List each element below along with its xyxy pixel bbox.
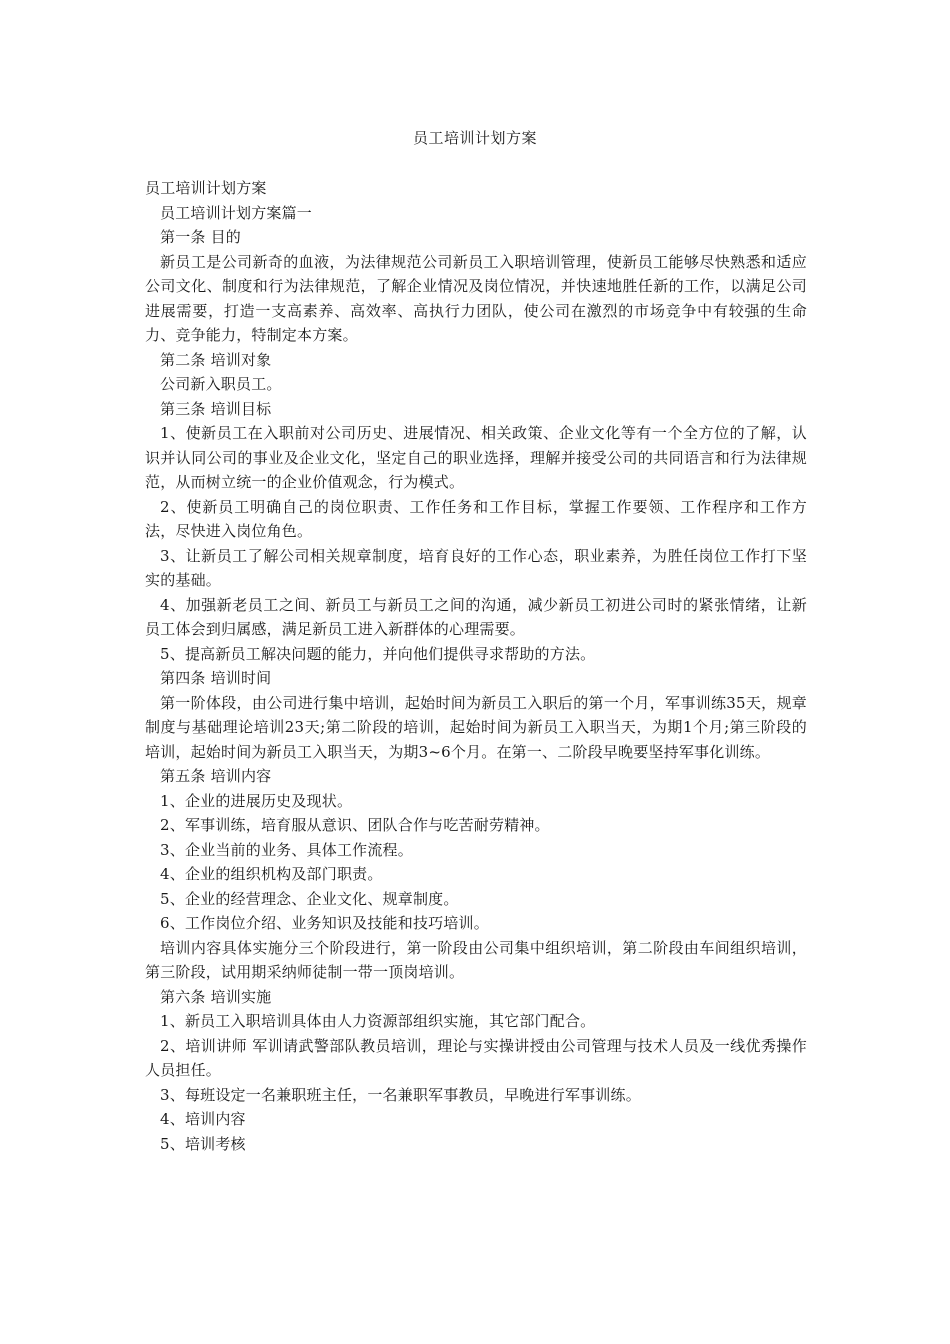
document-paragraph: 4、企业的组织机构及部门职责。 <box>160 865 383 883</box>
document-paragraph: 第二条 培训对象 <box>160 350 272 369</box>
document-paragraph: 3、每班设定一名兼职班主任，一名兼职军事教员，早晚进行军事训练。 <box>160 1085 641 1104</box>
document-paragraph: 5、提高新员工解决问题的能力，并向他们提供寻求帮助的方法。 <box>160 644 596 663</box>
document-paragraph: 5、培训考核 <box>160 1134 246 1153</box>
document-paragraph: 第四条 培训时间 <box>160 669 272 687</box>
document-paragraph: 新员工是公司新奇的血液，为法律规范公司新员工入职培训管理，使新员工能够尽快熟悉和适应公司文化、制度和行为法律规范，了解企业情况及岗位情况，并快速地胜任新的工作，以满足公司进展需要，打造一支高素养、高效率、高执行力团队，使公司在激烈的市场竞争中有较强的生命力、竞争能力，特制定本方案。 <box>145 252 807 344</box>
document-paragraph: 6、工作岗位介绍、业务知识及技能和技巧培训。 <box>160 914 489 932</box>
document-paragraph: 2、培训讲师 军训请武警部队教员培训，理论与实操讲授由公司管理与技术人员及一线优秀操作人员担任。 <box>145 1036 807 1079</box>
document-paragraph: 4、培训内容 <box>160 1110 246 1128</box>
document-paragraph: 1、使新员工在入职前对公司历史、进展情况、相关政策、企业文化等有一个全方位的了解，认识并认同公司的事业及企业文化，坚定自己的职业选择，理解并接受公司的共同语言和行为法律规范，从而树立统一的企业价值观念，行为模式。 <box>145 424 807 491</box>
document-paragraph: 第三条 培训目标 <box>160 399 272 418</box>
document-paragraph: 公司新入职员工。 <box>160 375 282 393</box>
document-paragraph: 第六条 培训实施 <box>160 987 272 1006</box>
document-paragraph: 2、使新员工明确自己的岗位职责、工作任务和工作目标，掌握工作要领、工作程序和工作方法，尽快进入岗位角色。 <box>145 497 807 540</box>
document-paragraph: 第一条 目的 <box>160 228 241 246</box>
document-paragraph: 2、军事训练，培育服从意识、团队合作与吃苦耐劳精神。 <box>160 816 550 834</box>
document-paragraph: 3、企业当前的业务、具体工作流程。 <box>160 840 413 859</box>
document-paragraph: 培训内容具体实施分三个阶段进行，第一阶段由公司集中组织培训，第二阶段由车间组织培训，第三阶段，试用期采纳师徒制一带一顶岗培训。 <box>145 938 807 981</box>
document-paragraph: 1、新员工入职培训具体由人力资源部组织实施，其它部门配合。 <box>160 1012 596 1030</box>
document-body <box>145 176 807 1156</box>
document-paragraph: 第五条 培训内容 <box>160 767 272 785</box>
document-title: 员工培训计划方案 <box>412 129 537 147</box>
document-paragraph: 3、让新员工了解公司相关规章制度，培育良好的工作心态，职业素养，为胜任岗位工作打下坚实的基础。 <box>145 546 807 589</box>
document-paragraph: 5、企业的经营理念、企业文化、规章制度。 <box>160 889 459 908</box>
document-paragraph: 4、加强新老员工之间、新员工与新员工之间的沟通，减少新员工初进公司时的紧张情绪，让新员工体会到归属感，满足新员工进入新群体的心理需要。 <box>145 595 807 638</box>
document-paragraph: 1、企业的进展历史及现状。 <box>160 791 353 810</box>
document-paragraph: 员工培训计划方案 <box>145 179 267 197</box>
document-paragraph: 员工培训计划方案篇一 <box>160 203 313 222</box>
document-paragraph: 第一阶体段，由公司进行集中培训，起始时间为新员工入职后的第一个月，军事训练35天，规章制度与基础理论培训23天;第二阶段的培训，起始时间为新员工入职当天，为期1个月;第三阶段的培训，起始时间为新员工入职当天，为期3~6个月。在第一、二阶段早晚要坚持军事化训练。 <box>145 693 807 761</box>
